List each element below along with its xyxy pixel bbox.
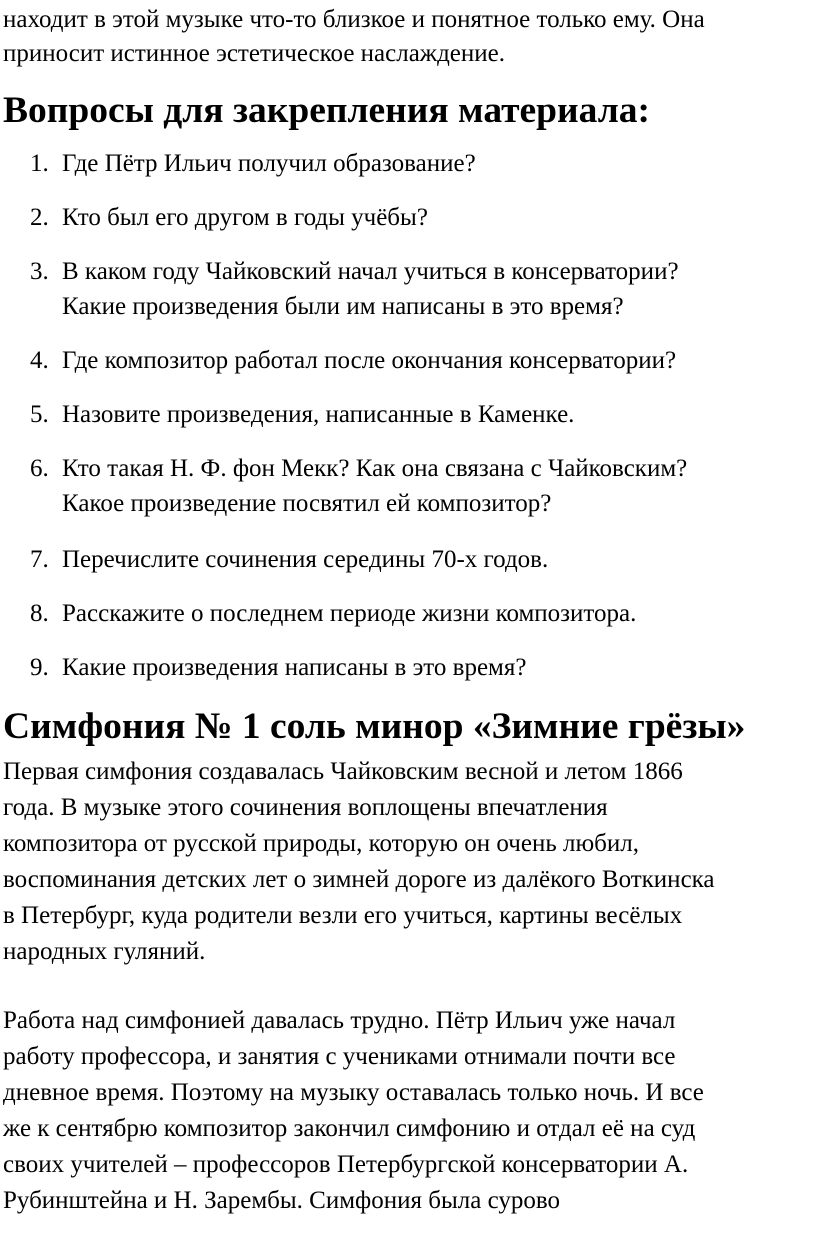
text-line: Кто был его другом в годы учёбы? <box>62 204 428 231</box>
text-line: воспоминания детских лет о зимней дороге из далёкого Воткинска <box>3 866 715 893</box>
list-item-text <box>62 650 807 685</box>
text-line: работу профессора, и занятия с учениками отнимали почти все <box>3 1043 676 1070</box>
text-line: Где композитор работал после окончания консерватории? <box>62 347 677 374</box>
intro-paragraph <box>3 3 803 71</box>
text-line: Где Пётр Ильич получил образование? <box>62 150 476 177</box>
list-item-number: 3. <box>30 258 49 285</box>
text-line: Назовите произведения, написанные в Каменке. <box>62 401 575 428</box>
symphony-paragraph-1 <box>3 754 811 970</box>
text-line: Работа над симфонией давалась трудно. Пётр Ильич уже начал <box>3 1007 676 1034</box>
text-line: Кто такая Н. Ф. фон Мекк? Как она связана с Чайковским? <box>62 455 688 482</box>
text-line: Первая симфония создавалась Чайковским весной и летом 1866 <box>3 758 683 785</box>
text-line: Расскажите о последнем периоде жизни композитора. <box>62 600 637 627</box>
list-item-number: 8. <box>30 600 49 627</box>
text-line: в Петербург, куда родители везли его учиться, картины весёлых <box>3 902 683 929</box>
list-item-text <box>62 343 807 378</box>
list-item-number: 1. <box>30 150 49 177</box>
text-line: Какие произведения написаны в это время? <box>62 654 527 681</box>
text-line: В каком году Чайковский начал учиться в консерватории? <box>62 258 679 285</box>
text-line: Какое произведение посвятил ей композитор? <box>62 490 552 517</box>
list-item-text <box>62 542 807 577</box>
list-item-number: 4. <box>30 347 49 374</box>
text-line: дневное время. Поэтому на музыку оставалась только ночь. И все <box>3 1079 704 1106</box>
text-line: же к сентябрю композитор закончил симфонию и отдал её на суд <box>3 1115 696 1142</box>
list-item-number: 2. <box>30 204 49 231</box>
list-item-text <box>62 397 807 432</box>
list-item-number: 9. <box>30 654 49 681</box>
text-line: находит в этой музыке что-то близкое и понятное только ему. Она <box>3 6 705 33</box>
list-item-text <box>62 254 807 324</box>
text-line: года. В музыке этого сочинения воплощены впечатления <box>3 794 608 821</box>
list-item-number: 6. <box>30 455 49 482</box>
list-item-text <box>62 596 807 631</box>
text-line: композитора от русской природы, которую он очень любил, <box>3 830 639 857</box>
text-line: приносит истинное эстетическое наслаждение. <box>3 40 506 67</box>
text-line: Рубинштейна и Н. Зарембы. Симфония была сурово <box>3 1187 560 1214</box>
text-line: народных гуляний. <box>3 938 206 965</box>
list-item-text <box>62 146 807 181</box>
list-item-text <box>62 451 807 521</box>
text-line: Перечислите сочинения середины 70-х годов. <box>62 546 549 573</box>
symphony-paragraph-2 <box>3 1003 811 1219</box>
list-item-number: 5. <box>30 401 49 428</box>
questions-heading: Вопросы для закрепления материала: <box>3 90 650 131</box>
text-line: своих учителей – профессоров Петербургской консерватории А. <box>3 1151 689 1178</box>
symphony-heading: Симфония № 1 соль минор «Зимние грёзы» <box>3 706 746 747</box>
list-item-number: 7. <box>30 546 49 573</box>
text-line: Какие произведения были им написаны в это время? <box>62 293 624 320</box>
list-item-text <box>62 200 807 235</box>
